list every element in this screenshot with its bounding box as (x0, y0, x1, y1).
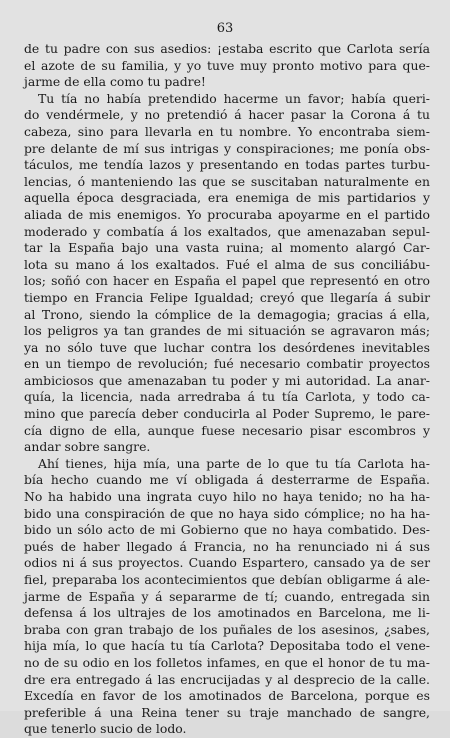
text-line: hija mía, lo que hacía tu tía Carlota? Depositaba todo el vene- (24, 638, 430, 654)
text-line: Tu tía no había pretendido hacerme un favor; había queri- (38, 90, 430, 106)
text-line: fiel, preparaba los acontecimientos que debían obligarme á ale- (24, 572, 430, 587)
text-line: lencias, ó manteniendo las que se suscitaban naturalmente en (24, 173, 430, 189)
text-line: bido un sólo acto de mi Gobierno que no haya combatido. Des- (24, 522, 430, 538)
text-line: moderado y combatía á los exaltados, que amenazaban sepul- (24, 223, 430, 239)
text-line: los; soñó con hacer en España el papel que representó en otro (24, 273, 430, 289)
text-line: lota su mano á los exaltados. Fué el alma de sus conciliábu- (24, 256, 430, 272)
text-line: los peligros ya tan grandes de mi situación se agravaron más; (24, 323, 430, 339)
text-line: bido una conspiración de que no haya sido cómplice; no ha ha- (24, 505, 430, 521)
text-line: jarme de España y á separarme de tí; cuando, entregada sin (24, 588, 430, 604)
text-line: tiempo en Francia Felipe Igualdad; creyó que llegaría á subir (24, 289, 430, 305)
text-line: do vendérmele, y no pretendió á hacer pasar la Corona á tu (24, 107, 430, 123)
text-line: cabeza, sino para llevarla en tu nombre. Yo encontraba siem- (24, 123, 430, 139)
text-line: odios ni á sus proyectos. Cuando Espartero, cansado ya de ser (24, 555, 430, 571)
text-line: aliada de mis enemigos. Yo procuraba apoyarme en el partido (24, 206, 430, 222)
text-line: al Trono, siendo la cómplice de la demagogia; gracias á ella, (24, 306, 430, 322)
text-line: pués de haber llegado á Francia, no ha renunciado ni á sus (24, 538, 430, 554)
text-line: el azote de su familia, y yo tuve muy pronto motivo para que- (24, 57, 430, 73)
text-line: cía digno de ella, aunque fuese necesario pisar escombros y (24, 422, 430, 438)
text-line: ya no sólo tuve que luchar contra los desórdenes inevitables (24, 339, 430, 355)
text-line: bía hecho cuando me ví obligada á desterrarme de España. (24, 472, 430, 488)
text-line: en un tiempo de revolución; fué necesario combatir proyectos (24, 356, 430, 372)
text-line: jarme de ella como tu padre! (24, 74, 206, 90)
text-line: preferible á una Reina tener su traje manchado de sangre, (24, 704, 430, 720)
text-line: dre era entregado á las encrucijadas y al desprecio de la calle. (24, 671, 430, 687)
text-line: braba con gran trabajo de los puñales de los asesinos, ¿sabes, (24, 621, 430, 637)
text-line: andar sobre sangre. (24, 439, 151, 455)
text-line: pre delante de mí sus intrigas y conspiraciones; me ponía obs- (24, 140, 430, 156)
text-line: aquella época desgraciada, era enemiga de mis partidarios y (24, 190, 430, 206)
text-line: de tu padre con sus asedios: ¡estaba escrito que Carlota sería (24, 41, 430, 56)
text-line: No ha habido una ingrata cuyo hilo no haya tenido; no ha ha- (24, 489, 430, 505)
body-text (24, 41, 430, 738)
page-number: 63 (216, 21, 234, 36)
text-line: mino que parecía deber conducirla al Poder Supremo, le pare- (24, 406, 430, 422)
text-line: Excedía en favor de los amotinados de Barcelona, porque es (24, 688, 430, 704)
text-line: táculos, me tendía lazos y presentando en todas partes turbu- (24, 157, 430, 173)
text-line: defensa á los ultrajes de los amotinados en Barcelona, me li- (24, 605, 430, 621)
text-line: tar la España bajo una vasta ruina; al momento alargó Car- (24, 240, 430, 256)
text-line: no de su odio en los folletos infames, en que el honor de tu ma- (24, 654, 430, 670)
text-line: quía, la licencia, nada arredraba á tu tía Carlota, y todo ca- (24, 389, 430, 405)
text-line: ambiciosos que amenazaban tu poder y mi autoridad. La anar- (24, 372, 430, 388)
text-line: que tenerlo sucio de lodo. (24, 721, 187, 737)
text-line: Ahí tienes, hija mía, una parte de lo que tu tía Carlota ha- (38, 455, 430, 471)
